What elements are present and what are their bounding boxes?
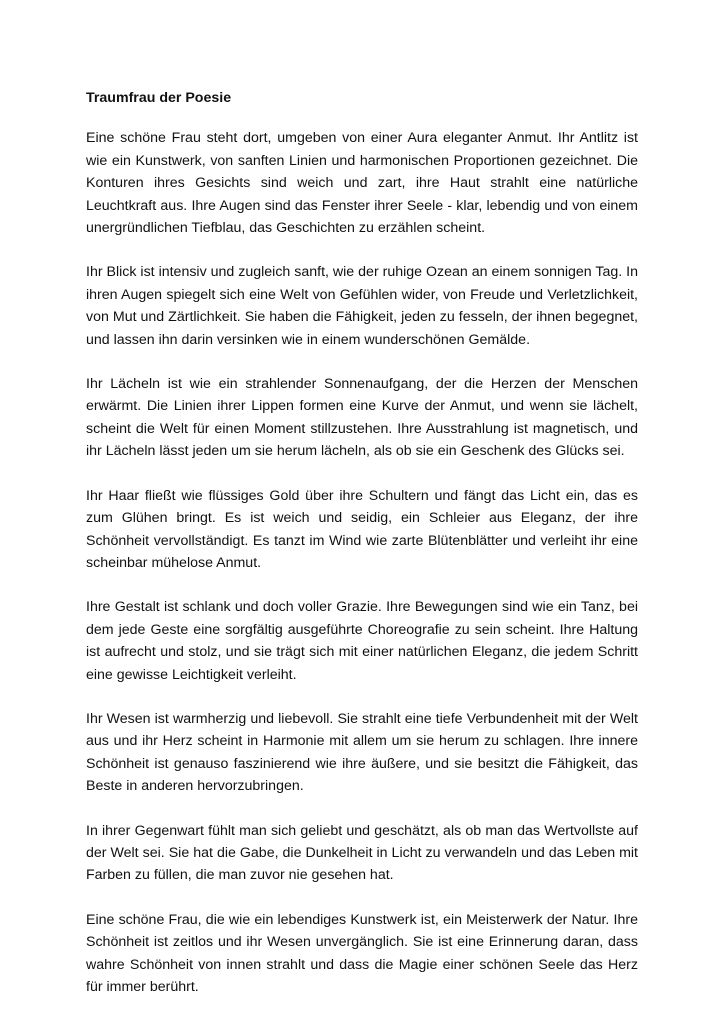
paragraph: Ihr Wesen ist warmherzig und liebevoll. Sie strahlt eine tiefe Verbundenheit mit der Welt aus und ihr Herz scheint in Harmonie mit allem um sie herum zu schlagen. Ihre innere Schönheit ist genauso faszinierend wie ihre äußere, und sie besitzt die Fähigkeit, das Beste in anderen hervorzubringen. [86, 710, 638, 795]
paragraph: Ihr Lächeln ist wie ein strahlender Sonnenaufgang, der die Herzen der Menschen erwärmt. Die Linien ihrer Lippen formen eine Kurve der Anmut, und wenn sie lächelt, scheint die Welt für einen Moment stillzustehen. Ihre Ausstrahlung ist magnetisch, und ihr Lächeln lässt jeden um sie herum lächeln, als ob sie ein Geschenk des Glücks sei. [86, 376, 638, 460]
paragraph: Ihre Gestalt ist schlank und doch voller Grazie. Ihre Bewegungen sind wie ein Tanz, bei dem jede Geste eine sorgfältig ausgeführte Choreografie zu sein scheint. Ihre Haltung ist aufrecht und stolz, und sie trägt sich mit einer natürlichen Eleganz, die jedem Schritt eine gewisse Leichtigkeit verleiht. [86, 599, 638, 683]
document-page [86, 87, 638, 1020]
paragraph: In ihrer Gegenwart fühlt man sich geliebt und geschätzt, als ob man das Wertvollste auf der Welt sei. Sie hat die Gabe, die Dunkelheit in Licht zu verwandeln und das Leben mit Farben zu füllen, die man zuvor nie gesehen hat. [86, 822, 638, 884]
paragraph: Ihr Haar fließt wie flüssiges Gold über ihre Schultern und fängt das Licht ein, das es zum Glühen bringt. Es ist weich und seidig, ein Schleier aus Eleganz, der ihre Schönheit vervollständigt. Es tanzt im Wind wie zarte Blütenblätter und verleiht ihr eine scheinbar mühelose Anmut. [86, 487, 638, 571]
paragraph: Eine schöne Frau steht dort, umgeben von einer Aura eleganter Anmut. Ihr Antlitz ist wie ein Kunstwerk, von sanften Linien und harmonischen Proportionen gezeichnet. Die Konturen ihres Gesichts sind weich und zart, ihre Haut strahlt eine natürliche Leuchtkraft aus. Ihre Augen sind das Fenster ihrer Seele - klar, lebendig und von einem unergründlichen Tiefblau, das Geschichten zu erzählen scheint. [86, 130, 638, 237]
paragraph: Ihr Blick ist intensiv und zugleich sanft, wie der ruhige Ozean an einem sonnigen Tag. In ihren Augen spiegelt sich eine Welt von Gefühlen wider, von Freude und Verletzlichkeit, von Mut und Zärtlichkeit. Sie haben die Fähigkeit, jeden zu fesseln, der ihnen begegnet, und lassen ihn darin versinken wie in einem wunderschönen Gemälde. [86, 264, 638, 348]
document-title: Traumfrau der Poesie [86, 90, 232, 106]
paragraph: Eine schöne Frau, die wie ein lebendiges Kunstwerk ist, ein Meisterwerk der Natur. Ihre Schönheit ist zeitlos und ihr Wesen unvergänglich. Sie ist eine Erinnerung daran, dass wahre Schönheit von innen strahlt und dass die Magie einer schönen Seele das Herz für immer berührt. [86, 911, 638, 995]
